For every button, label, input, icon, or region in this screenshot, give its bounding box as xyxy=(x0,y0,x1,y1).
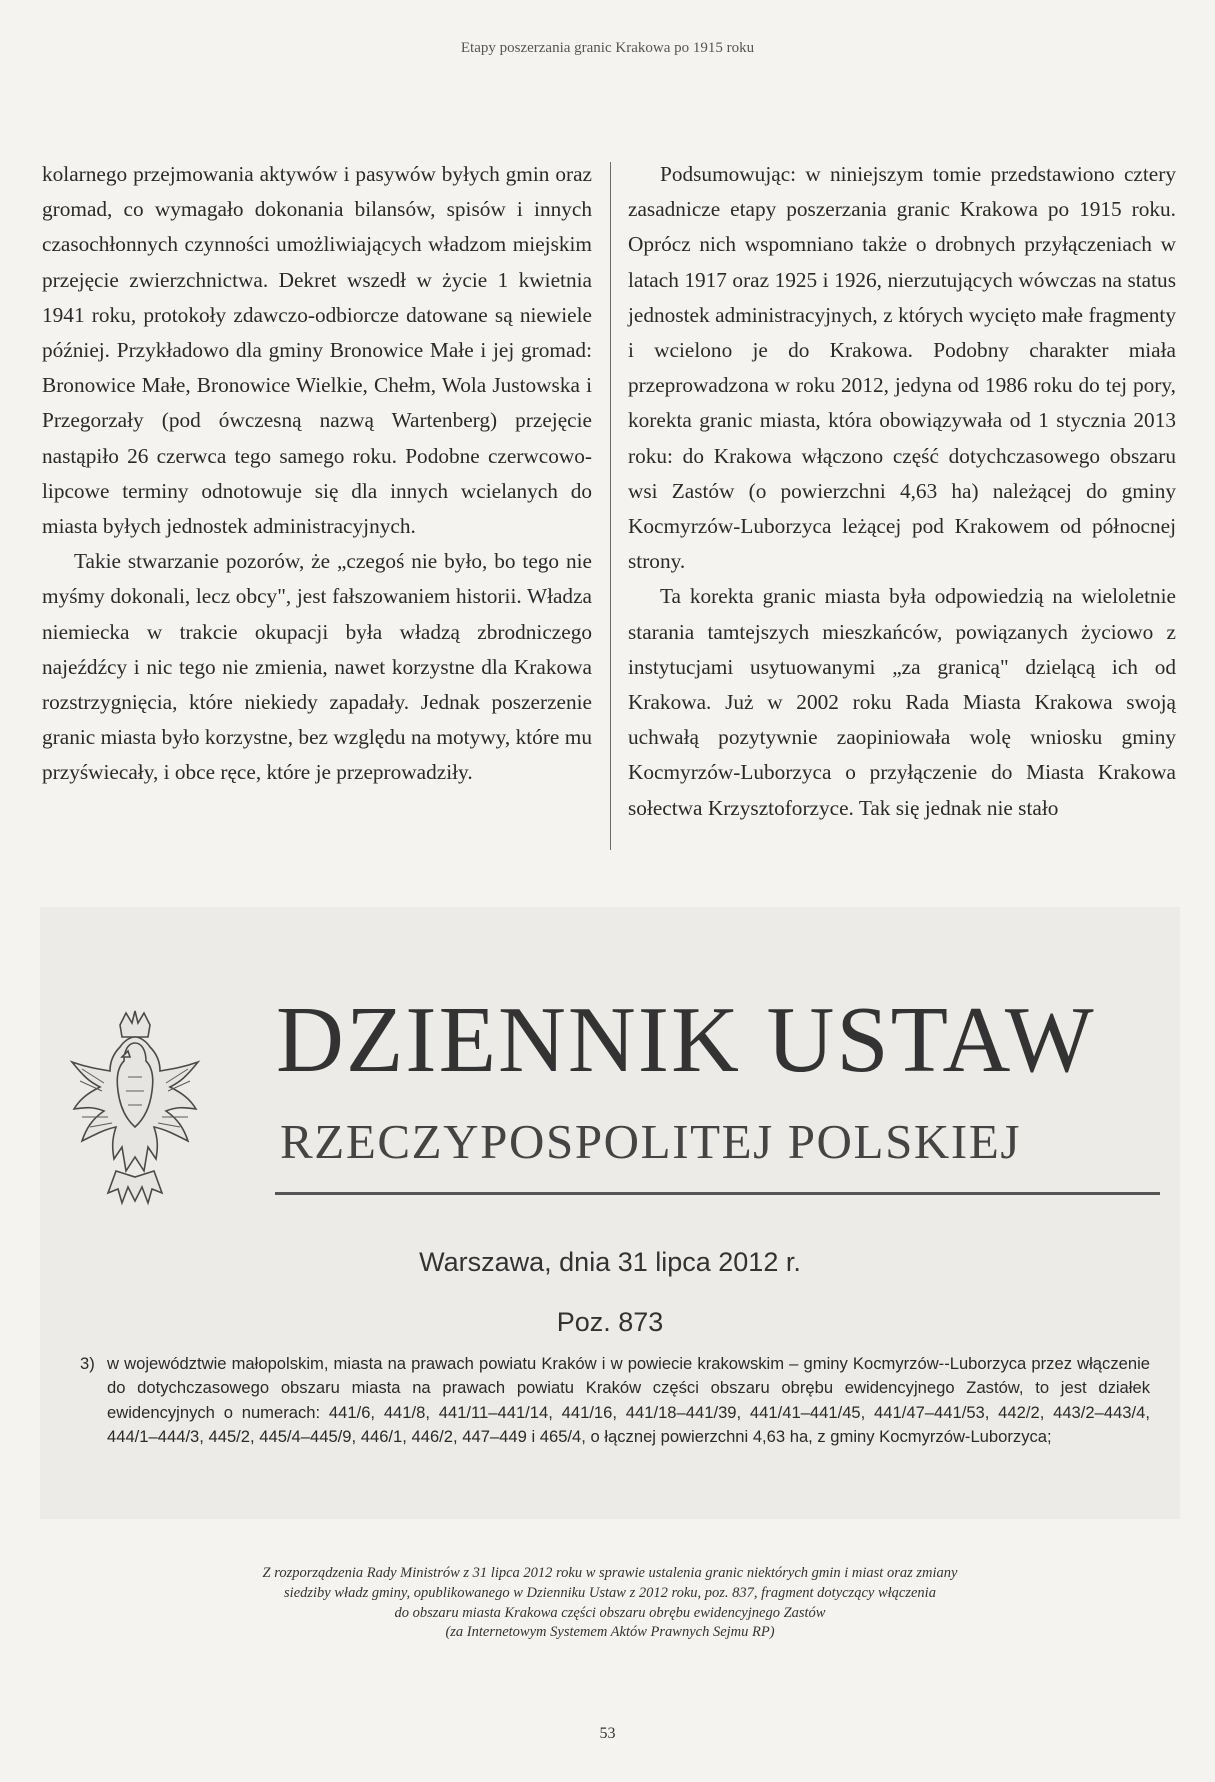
position-number: Poz. 873 xyxy=(556,1307,664,1337)
right-paragraph-1: Podsumowując: w niniejszym tomie przedstawiono cztery zasadnicze etapy poszerzania granic Krakowa po 1915 roku. Oprócz nich wspomniano także o drobnych przyłączeniach w latach 1917 oraz 1925 i 1926, nierzutujących wówczas na status jednostek administracyjnych, z których wycięto małe fragmenty i wcielono je do Krakowa. Podobny charakter miała przeprowadzona w roku 2012, jedyna od 1986 roku do tej pory, korekta granic miasta, która obowiązywała od 1 stycznia 2013 roku: do Krakowa włączono część dotychczasowego obszaru wsi Zastów (o powierzchni 4,63 ha) należącej do gminy Kocmyrzów-Luborzyca leżącej pod Krakowem od północnej strony. xyxy=(628,162,1176,574)
legal-excerpt xyxy=(80,1352,1150,1450)
masthead-rule xyxy=(275,1192,1160,1195)
excerpt-number: 3) xyxy=(80,1354,95,1373)
running-header: Etapy poszerzania granic Krakowa po 1915 roku xyxy=(460,40,755,56)
page-number: 53 xyxy=(599,1725,616,1742)
caption-line-4: (za Internetowym Systemem Aktów Prawnych Sejmu RP) xyxy=(445,1624,775,1641)
figure-caption xyxy=(160,1564,1060,1643)
excerpt-text: w województwie małopolskim, miasta na prawach powiatu Kraków i w powiecie krakowskim – gminy Kocmyrzów--Luborzyca przez włączenie do dotychczasowego obszaru miasta na prawach powiatu Kraków części obszaru obrębu ewidencyjnego Zastów, to jest działek ewidencyjnych o numerach: 441/6, 441/8, 441/11–441/14, 441/16, 441/18–441/39, 441/41–441/45, 441/47–441/53, 442/2, 443/2–443/4, 444/1–444/3, 445/2, 445/4–445/9, 446/1, 446/2, 447–449 i 465/4, o łącznej powierzchni 4,63 ha, z gminy Kocmyrzów-Luborzyca; xyxy=(107,1354,1150,1447)
caption-line-2: siedziby władz gminy, opublikowanego w Dzienniku Ustaw z 2012 roku, poz. 837, fragment dotyczący włączenia xyxy=(284,1584,936,1601)
left-column xyxy=(42,157,592,791)
column-divider xyxy=(610,162,611,850)
masthead-subtitle: RZECZYPOSPOLITEJ POLSKIEJ xyxy=(280,1114,1022,1169)
left-paragraph-2: Takie stwarzanie pozorów, że „czegoś nie było, bo tego nie myśmy dokonali, lecz obcy", jest fałszowaniem historii. Władza niemiecka w trakcie okupacji była władzą zbrodniczego najeźdźcy i nic tego nie zmienia, nawet korzystne dla Krakowa rozstrzygnięcia, które niekiedy zapadały. Jednak poszerzenie granic miasta było korzystne, bez względu na motywy, które mu przyświecały, i obce ręce, które je przeprowadziły. xyxy=(42,549,592,785)
left-paragraph-1: kolarnego przejmowania aktywów i pasywów byłych gmin oraz gromad, co wymagało dokonania bilansów, spisów i innych czasochłonnych czynności umożliwiających władzom miejskim przejęcie zwierzchnictwa. Dekret wszedł w życie 1 kwietnia 1941 roku, protokoły zdawczo-odbiorcze datowane są niewiele później. Przykładowo dla gminy Bronowice Małe i jej gromad: Bronowice Małe, Bronowice Wielkie, Chełm, Wola Justowska i Przegorzały (pod ówczesną nazwą Wartenberg) przejęcie nastąpiło 26 czerwca tego samego roku. Podobne czerwcowo-lipcowe terminy odnotowuje się dla innych wcielanych do miasta byłych jednostek administracyjnych. xyxy=(42,162,592,539)
right-column xyxy=(628,157,1176,826)
issue-date: Warszawa, dnia 31 lipca 2012 r. xyxy=(419,1247,801,1277)
polish-eagle-emblem-icon xyxy=(60,1007,210,1217)
caption-line-1: Z rozporządzenia Rady Ministrów z 31 lipca 2012 roku w sprawie ustalenia granic niektórych gmin i miast oraz zmiany xyxy=(262,1565,958,1581)
right-paragraph-2: Ta korekta granic miasta była odpowiedzią na wieloletnie starania tamtejszych mieszkańców, powiązanych życiowo z instytucjami usytuowanymi „za granicą" dzielącą ich od Krakowa. Już w 2002 roku Rada Miasta Krakowa swoją uchwałą pozytywnie zaopiniowała wolę wniosku gminy Kocmyrzów-Luborzyca o przyłączenie do Miasta Krakowa sołectwa Krzysztoforzyce. Tak się jednak nie stało xyxy=(628,584,1176,820)
gazette-figure xyxy=(40,907,1180,1519)
masthead-title: DZIENNIK USTAW xyxy=(276,988,1096,1092)
caption-line-3: do obszaru miasta Krakowa części obszaru obrębu ewidencyjnego Zastów xyxy=(394,1604,826,1621)
